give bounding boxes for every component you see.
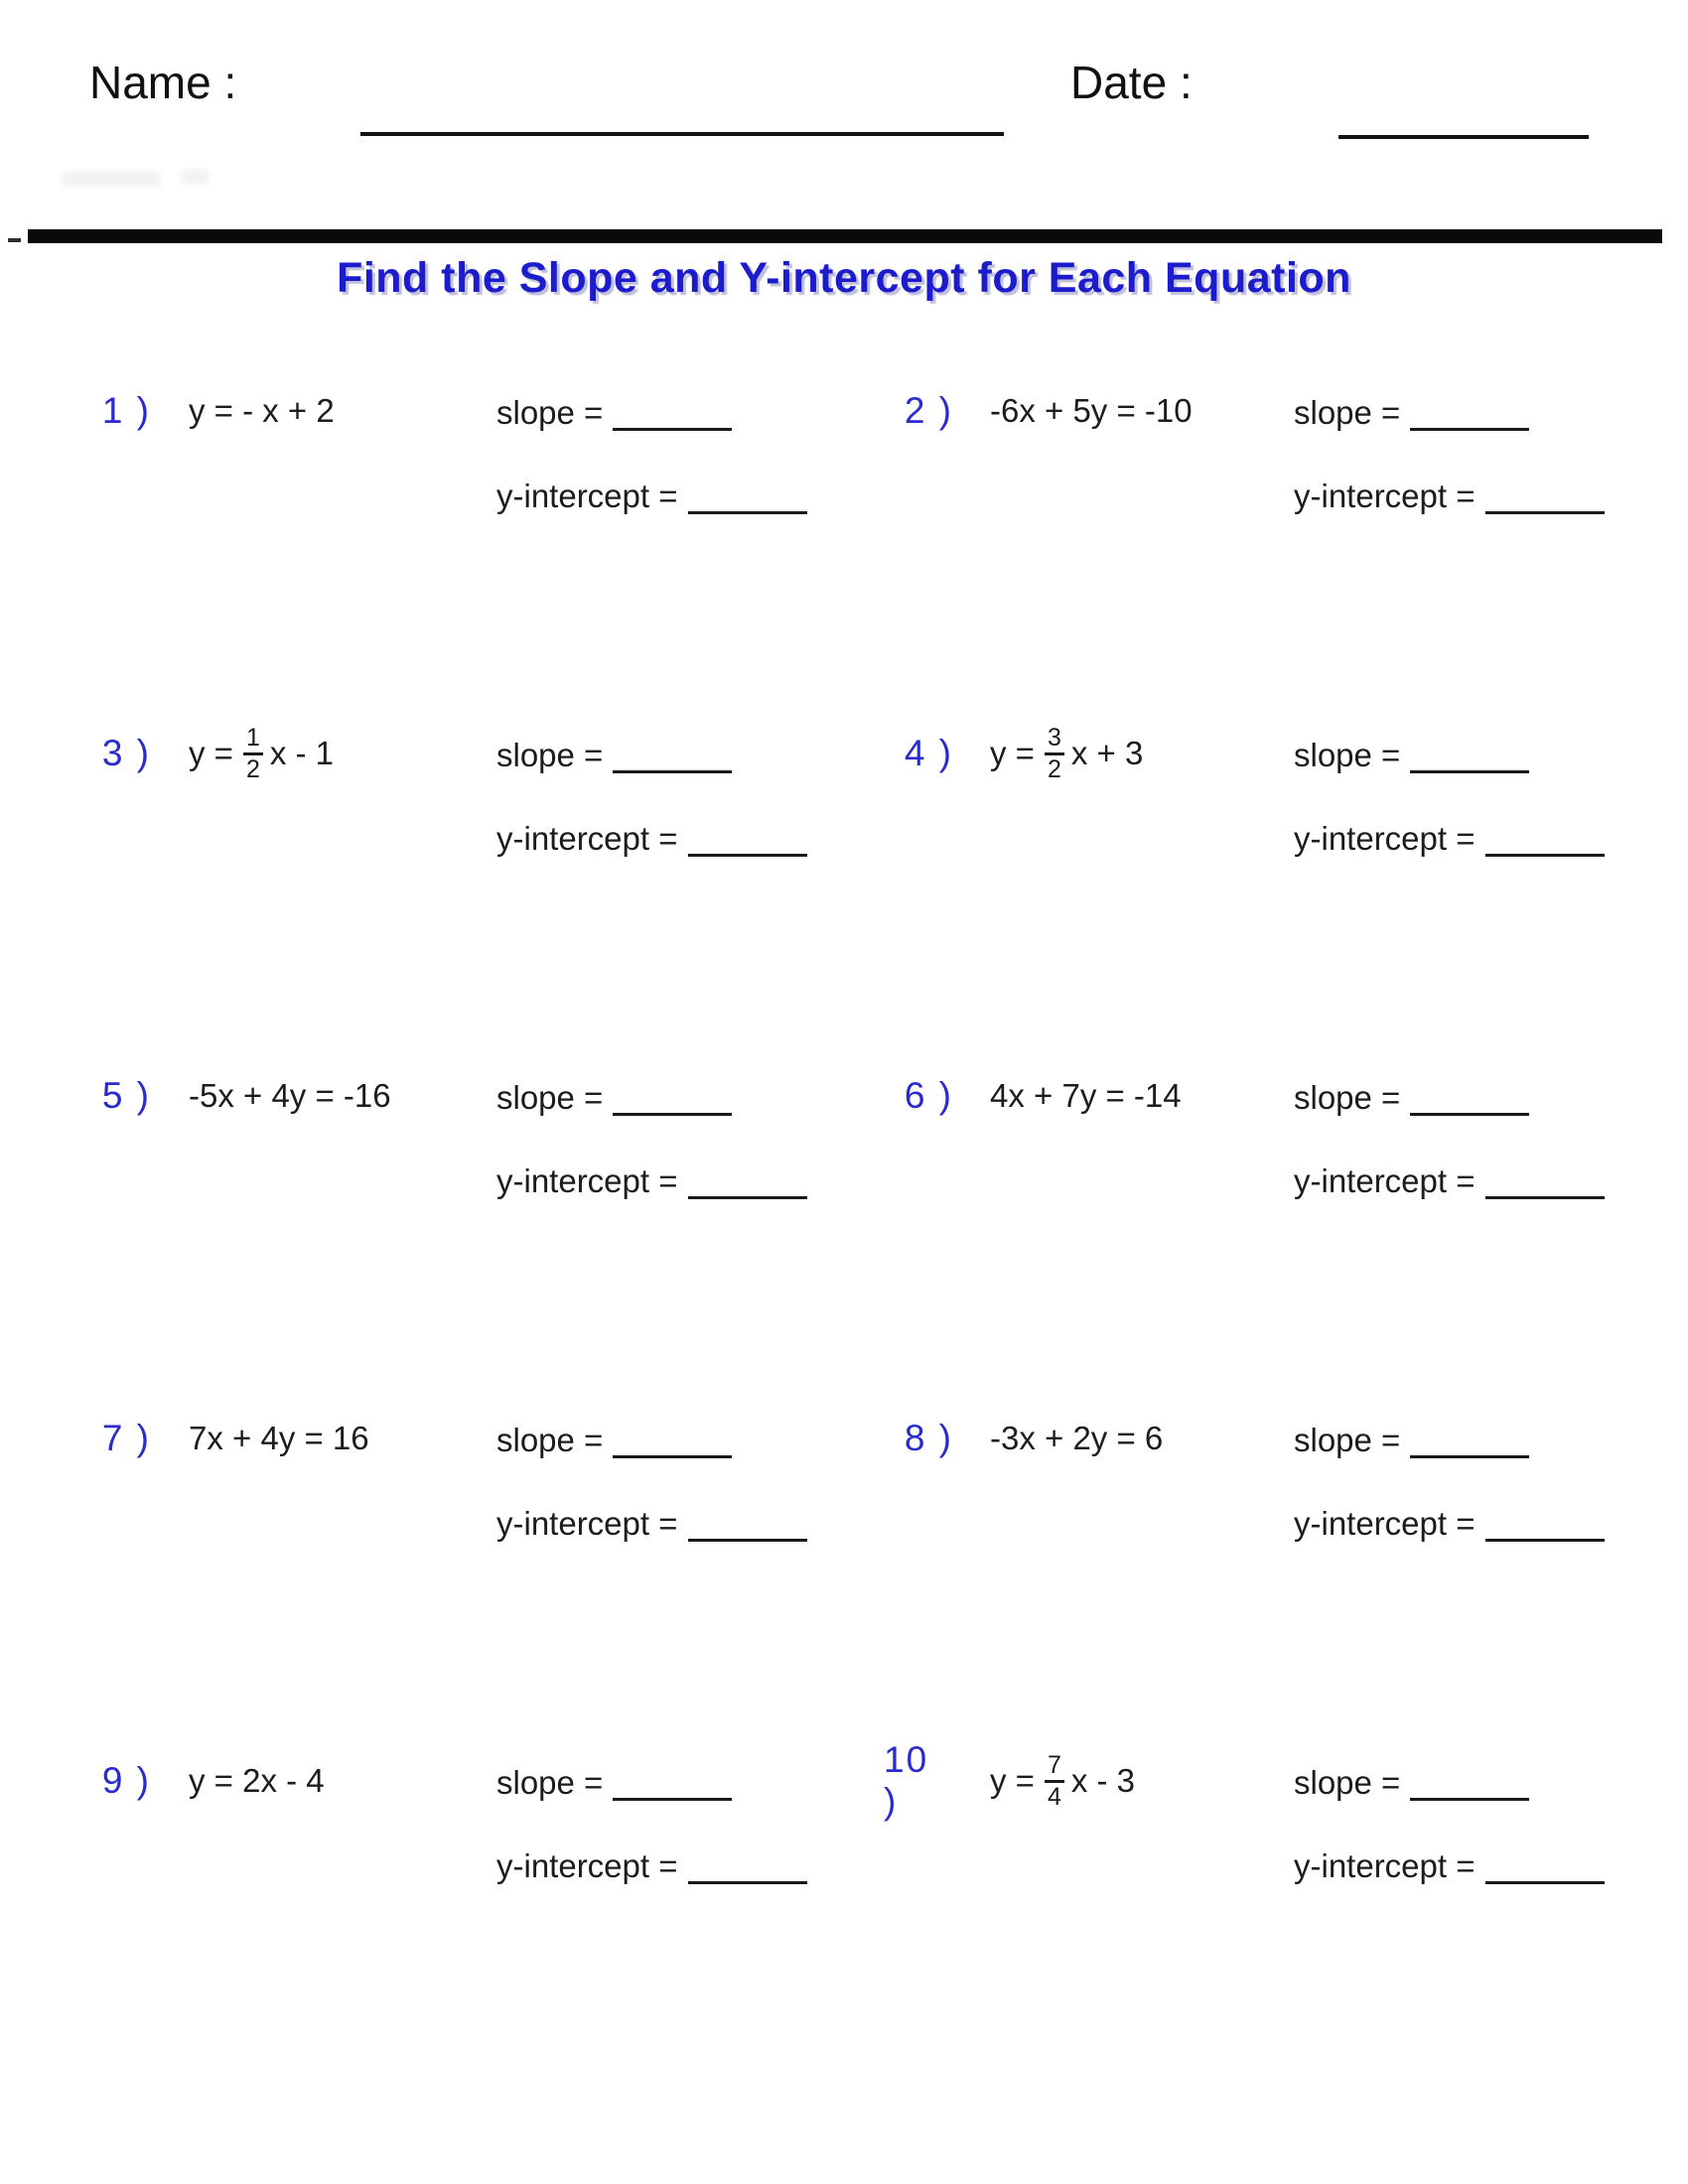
y-intercept-answer-blank[interactable] (688, 1187, 807, 1199)
slope-field (1294, 1764, 1529, 1802)
y-intercept-field (496, 820, 807, 858)
slope-answer-blank[interactable] (613, 1446, 732, 1458)
slope-answer-blank[interactable] (1410, 419, 1529, 431)
y-intercept-answer-blank[interactable] (1485, 1187, 1605, 1199)
y-intercept-field (496, 478, 807, 515)
equation-text: y = - x + 2 (189, 392, 335, 429)
slope-label: slope = (496, 1422, 604, 1458)
slope-label: slope = (1294, 1764, 1401, 1801)
problem-number: 10 ) (884, 1739, 929, 1822)
scan-artifact (182, 169, 210, 185)
y-intercept-label: y-intercept = (496, 1505, 678, 1542)
margin-dash (8, 238, 21, 242)
name-blank-line[interactable] (360, 132, 1004, 136)
fraction-denominator: 2 (1047, 754, 1061, 783)
fraction (1045, 1752, 1064, 1811)
slope-field (1294, 1422, 1529, 1459)
y-intercept-field (496, 1505, 807, 1543)
y-intercept-answer-blank[interactable] (688, 1530, 807, 1542)
equation-text: 4x + 7y = -14 (990, 1077, 1182, 1114)
y-intercept-answer-blank[interactable] (688, 502, 807, 514)
equation (189, 1057, 391, 1135)
y-intercept-label: y-intercept = (496, 1162, 678, 1199)
equation-text: -3x + 2y = 6 (990, 1420, 1164, 1456)
fraction-denominator: 4 (1047, 1782, 1061, 1811)
problem-number: 6 ) (904, 1075, 953, 1116)
y-intercept-label: y-intercept = (1294, 478, 1476, 514)
slope-label: slope = (1294, 1422, 1401, 1458)
worksheet-title: Find the Slope and Y-intercept for Each Equation (337, 254, 1351, 302)
slope-label: slope = (1294, 737, 1401, 773)
slope-answer-blank[interactable] (613, 1104, 732, 1116)
fraction-denominator: 2 (245, 754, 260, 783)
equation (990, 715, 1143, 792)
slope-field (496, 1079, 732, 1117)
slope-label: slope = (1294, 394, 1401, 431)
problem-number: 7 ) (101, 1418, 151, 1458)
equation (990, 372, 1193, 450)
slope-label: slope = (496, 394, 604, 431)
equation (990, 1400, 1163, 1477)
problem-number: 5 ) (101, 1075, 151, 1116)
slope-answer-blank[interactable] (1410, 1789, 1529, 1801)
slope-field (496, 1422, 732, 1459)
equation (189, 715, 334, 792)
y-intercept-field (1294, 1505, 1605, 1543)
slope-answer-blank[interactable] (1410, 1104, 1529, 1116)
slope-answer-blank[interactable] (1410, 1446, 1529, 1458)
y-intercept-field (1294, 1847, 1605, 1885)
equation-text: y = 2x - 4 (189, 1762, 325, 1799)
problem-number: 8 ) (904, 1418, 953, 1458)
slope-label: slope = (496, 737, 604, 773)
equation-text: y = (189, 735, 233, 771)
y-intercept-answer-blank[interactable] (1485, 1872, 1605, 1884)
equation (189, 1742, 325, 1820)
equation (990, 1057, 1182, 1135)
equation-text: x - 3 (1070, 1762, 1136, 1799)
problem-number: 9 ) (101, 1760, 151, 1801)
fraction-numerator: 7 (1045, 1752, 1064, 1783)
slope-answer-blank[interactable] (1410, 761, 1529, 773)
y-intercept-answer-blank[interactable] (688, 1872, 807, 1884)
scan-artifact (62, 171, 161, 187)
fraction (1045, 725, 1064, 783)
equation-text: y = (990, 1762, 1035, 1799)
slope-answer-blank[interactable] (613, 1789, 732, 1801)
y-intercept-label: y-intercept = (496, 820, 678, 857)
header-divider-rule (28, 229, 1662, 243)
slope-field (1294, 394, 1529, 432)
slope-label: slope = (496, 1764, 604, 1801)
y-intercept-field (496, 1162, 807, 1200)
equation-text: x - 1 (269, 735, 335, 771)
fraction (243, 725, 263, 783)
y-intercept-field (1294, 478, 1605, 515)
problem-number: 4 ) (904, 733, 953, 773)
y-intercept-label: y-intercept = (1294, 820, 1476, 857)
equation-text: -6x + 5y = -10 (990, 392, 1193, 429)
slope-answer-blank[interactable] (613, 419, 732, 431)
problem-number: 3 ) (101, 733, 151, 773)
slope-label: slope = (1294, 1079, 1401, 1116)
y-intercept-answer-blank[interactable] (1485, 1530, 1605, 1542)
y-intercept-label: y-intercept = (1294, 1847, 1476, 1884)
equation-text: x + 3 (1070, 735, 1144, 771)
slope-answer-blank[interactable] (613, 761, 732, 773)
fraction-numerator: 1 (243, 725, 263, 755)
date-blank-line[interactable] (1338, 135, 1589, 139)
y-intercept-label: y-intercept = (496, 1847, 678, 1884)
name-label: Name : (89, 57, 237, 108)
y-intercept-label: y-intercept = (496, 478, 678, 514)
slope-field (496, 737, 732, 774)
equation-text: y = (990, 735, 1035, 771)
y-intercept-answer-blank[interactable] (688, 845, 807, 857)
y-intercept-label: y-intercept = (1294, 1505, 1476, 1542)
slope-field (1294, 737, 1529, 774)
y-intercept-field (1294, 1162, 1605, 1200)
y-intercept-answer-blank[interactable] (1485, 502, 1605, 514)
fraction-numerator: 3 (1045, 725, 1064, 755)
slope-field (1294, 1079, 1529, 1117)
y-intercept-label: y-intercept = (1294, 1162, 1476, 1199)
y-intercept-field (1294, 820, 1605, 858)
date-label: Date : (1070, 57, 1193, 108)
slope-label: slope = (496, 1079, 604, 1116)
slope-field (496, 1764, 732, 1802)
problem-number: 1 ) (101, 390, 151, 431)
equation (990, 1742, 1135, 1820)
problem-number: 2 ) (904, 390, 953, 431)
equation-text: -5x + 4y = -16 (189, 1077, 391, 1114)
equation (189, 372, 335, 450)
slope-field (496, 394, 732, 432)
y-intercept-answer-blank[interactable] (1485, 845, 1605, 857)
y-intercept-field (496, 1847, 807, 1885)
equation (189, 1400, 369, 1477)
equation-text: 7x + 4y = 16 (189, 1420, 369, 1456)
